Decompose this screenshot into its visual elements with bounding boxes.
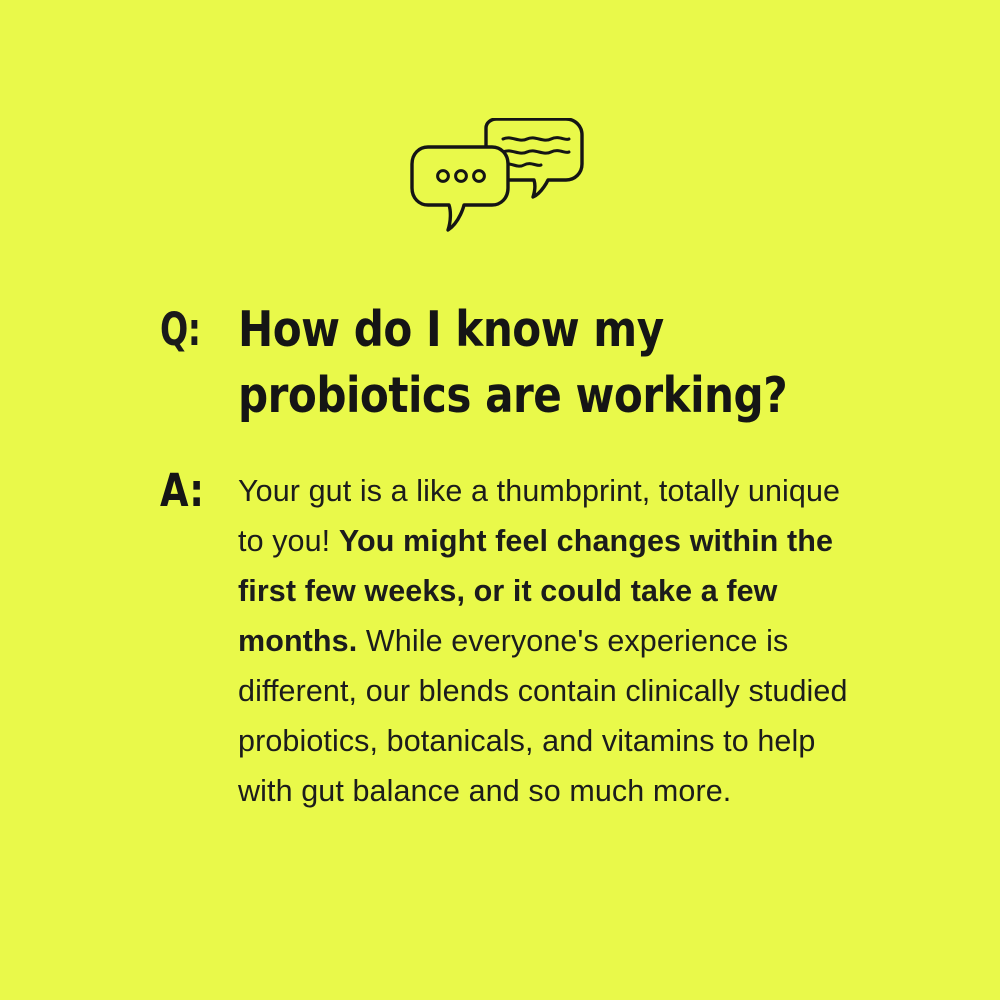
answer-row: [160, 466, 880, 816]
answer-emphasis: You might feel changes within the first few weeks, or it could take a few months.: [238, 524, 834, 658]
answer-part-2: While everyone's experience is different, our blends contain clinically studied probiotics, botanicals, and vitamins to help with gut balance and so much more.: [238, 624, 848, 808]
speech-bubbles-icon-container: [0, 118, 1000, 243]
question-text: [238, 297, 877, 429]
question-line-2: probiotics are working?: [238, 367, 788, 424]
question-marker: Q:: [160, 303, 201, 356]
answer-part-1: Your gut is a like a thumbprint, totally unique to you!: [238, 474, 841, 558]
answer-text: [238, 466, 850, 816]
question-row: [160, 297, 880, 429]
answer-marker: A:: [160, 464, 205, 517]
speech-bubbles-icon: [408, 118, 593, 243]
question-line-1: How do I know my: [238, 301, 664, 358]
qa-block: [160, 297, 880, 816]
